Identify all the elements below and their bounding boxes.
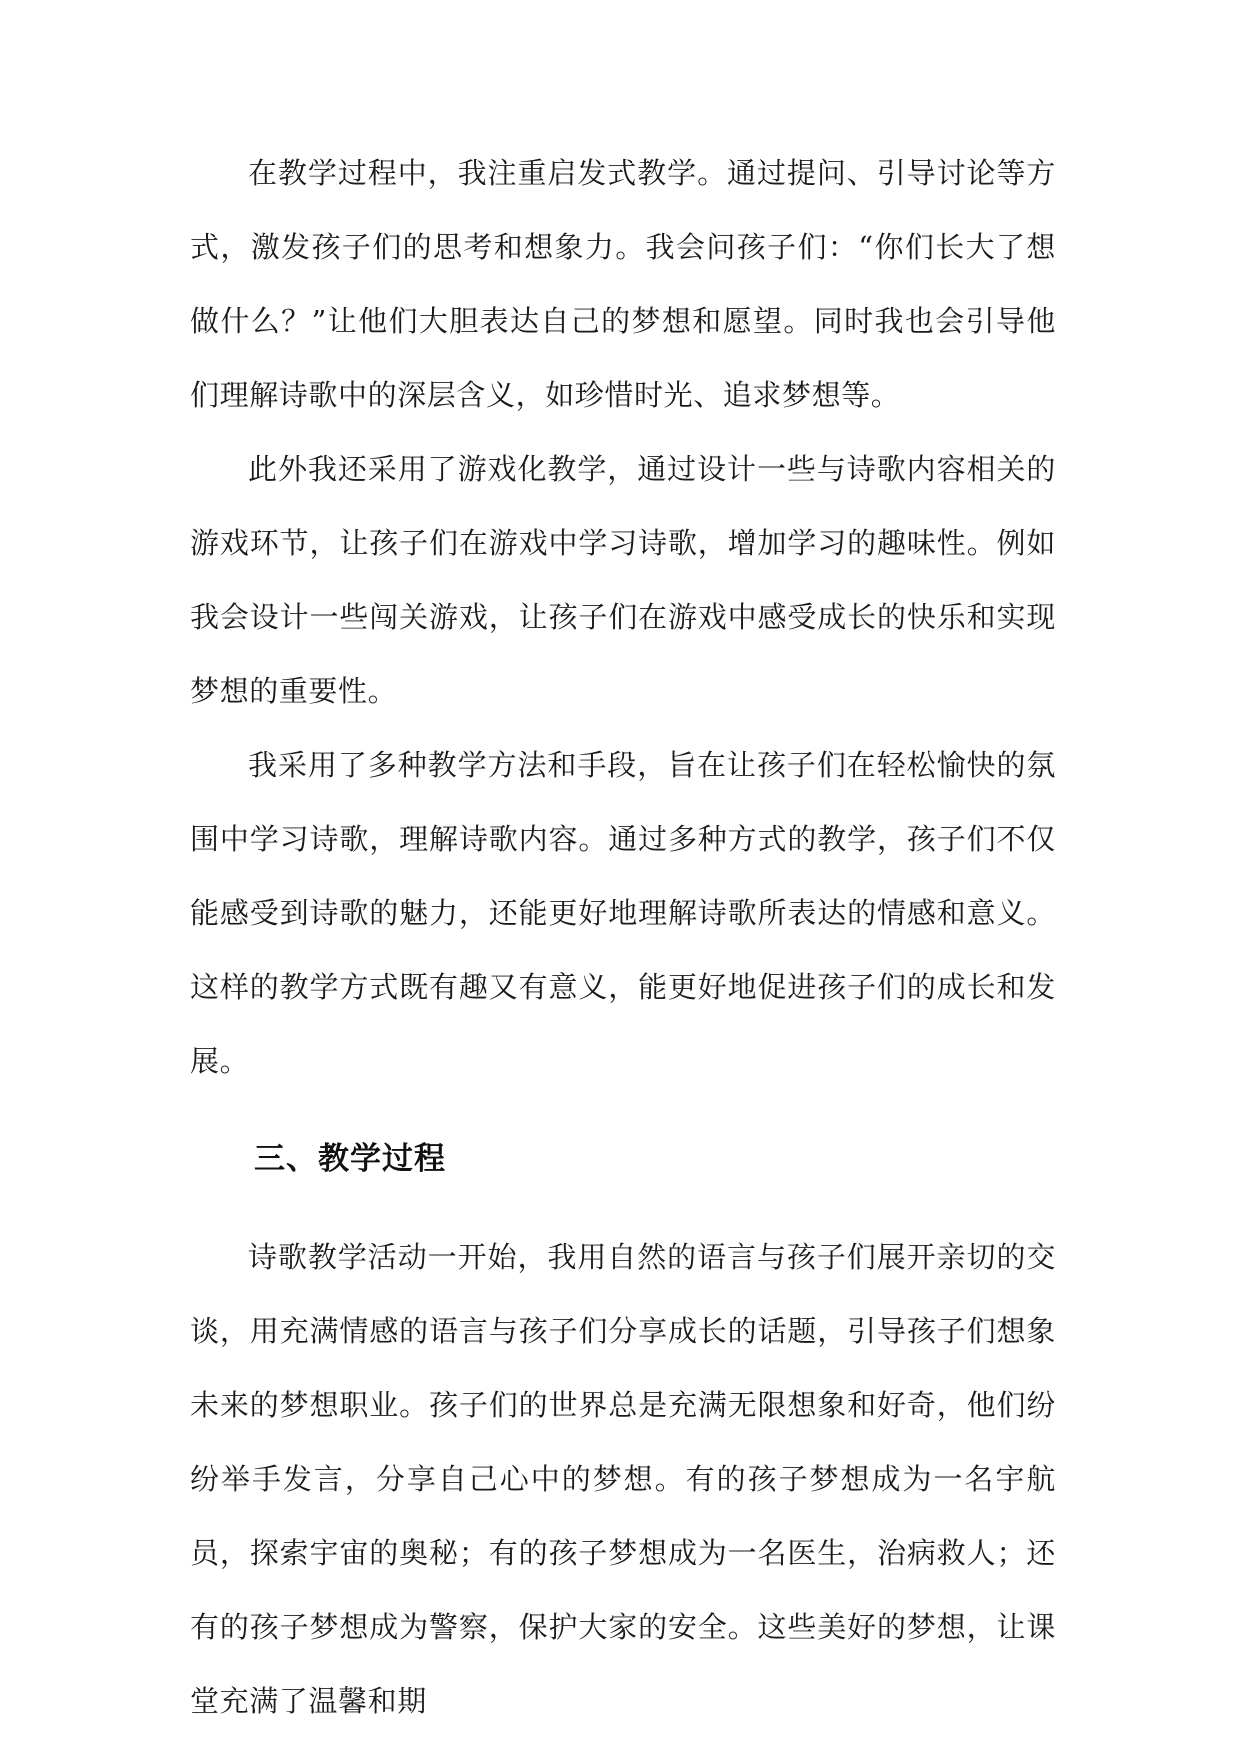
paragraph-teaching-methods: 我采用了多种教学方法和手段，旨在让孩子们在轻松愉快的氛围中学习诗歌，理解诗歌内容。通过多种方式的教学，孩子们不仅能感受到诗歌的魅力，还能更好地理解诗歌所表达的情感和意义。这样的教学方式既有趣又有意义，能更好地促进孩子们的成长和发展。 [190,748,1056,1078]
paragraph-teaching-process: 诗歌教学活动一开始，我用自然的语言与孩子们展开亲切的交谈，用充满情感的语言与孩子们分享成长的话题，引导孩子们想象未来的梦想职业。孩子们的世界总是充满无限想象和好奇，他们纷纷举手发言，分享自己心中的梦想。有的孩子梦想成为一名宇航员，探索宇宙的奥秘；有的孩子梦想成为一名医生，治病救人；还有的孩子梦想成为警察，保护大家的安全。这些美好的梦想，让课堂充满了温馨和期 [190,1240,1056,1718]
document-body [190,136,1056,1738]
paragraph-heuristic-teaching: 在教学过程中，我注重启发式教学。通过提问、引导讨论等方式，激发孩子们的思考和想象力。我会问孩子们：“你们长大了想做什么？”让他们大胆表达自己的梦想和愿望。同时我也会引导他们理解诗歌中的深层含义，如珍惜时光、追求梦想等。 [190,156,1056,412]
paragraph-game-teaching: 此外我还采用了游戏化教学，通过设计一些与诗歌内容相关的游戏环节，让孩子们在游戏中学习诗歌，增加学习的趣味性。例如我会设计一些闯关游戏，让孩子们在游戏中感受成长的快乐和实现梦想的重要性。 [190,452,1056,708]
section-heading: 三、教学过程 [254,1141,446,1177]
